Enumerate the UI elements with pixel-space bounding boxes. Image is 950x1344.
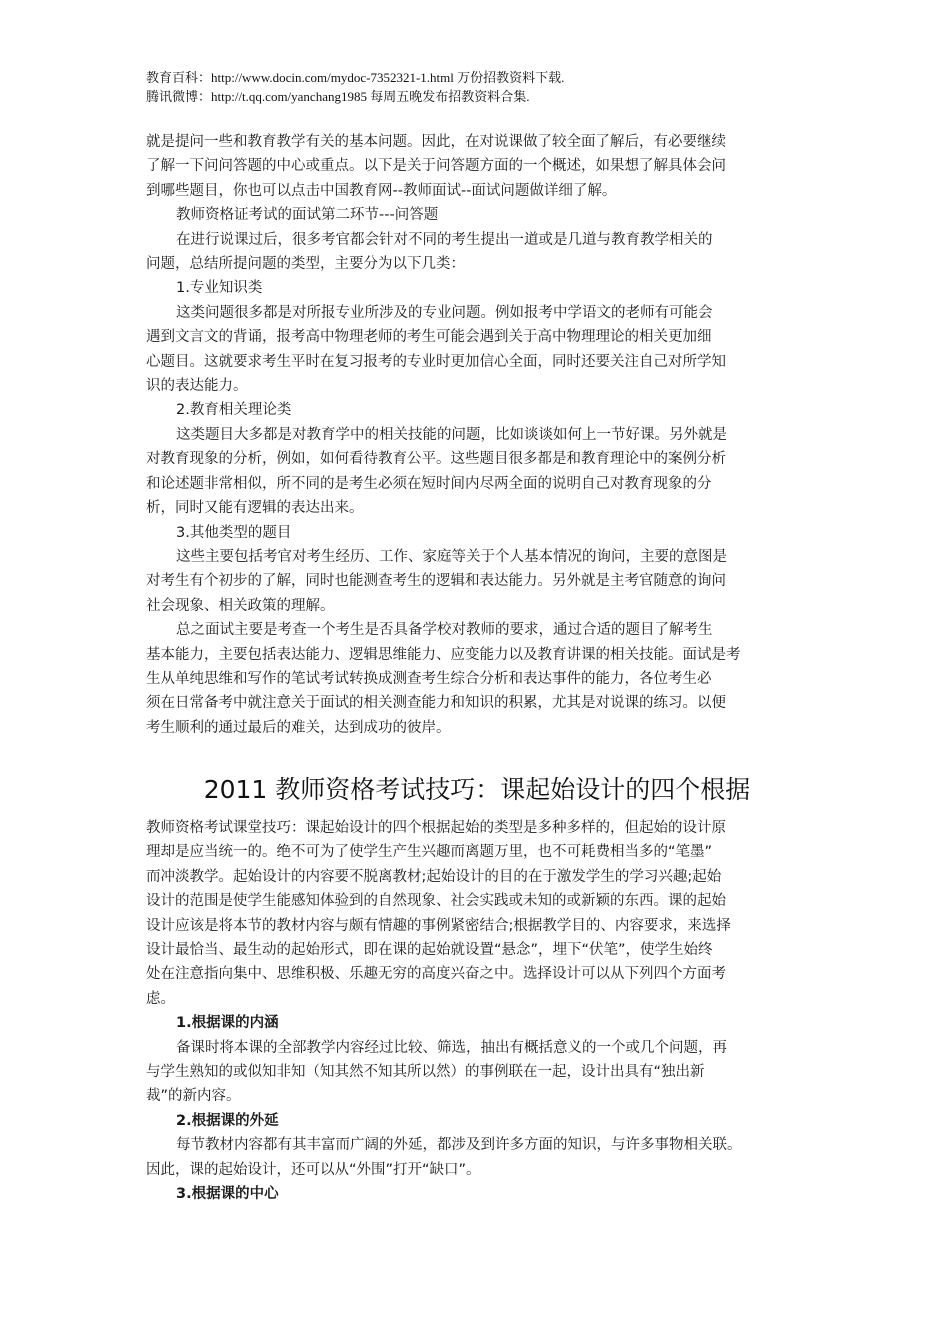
text-line: 对教育现象的分析，例如，如何看待教育公平。这些题目很多都是和教育理论中的案例分析 [146, 451, 726, 468]
paragraph [146, 816, 808, 1011]
text-line: 基本能力，主要包括表达能力、逻辑思维能力、应变能力以及教育讲课的相关技能。面试是考 [146, 646, 741, 663]
text-line: 这类题目大多都是对教育学中的相关技能的问题，比如谈谈如何上一节好课。另外就是 [176, 426, 727, 443]
text-line: 虑。 [146, 990, 175, 1007]
heading-other-types: 3.其他类型的题目 [176, 524, 292, 541]
heading-lesson-center: 3.根据课的中心 [176, 1186, 279, 1203]
text-line: 心题目。这就要求考生平时在复习报考的专业时更加信心全面，同时还要关注自己对所学知 [146, 353, 726, 370]
text-line: 设计的范围是使学生能感知体验到的自然现象、社会实践或未知的或新颖的东西。课的起始 [146, 893, 726, 910]
text-line: 了解一下问问答题的中心或重点。以下是关于问答题方面的一个概述，如果想了解具体会问 [146, 158, 726, 175]
header-line-weibo: 腾讯微博：http://t.qq.com/yanchang1985 每周五晚发布招教资料合集. [146, 89, 530, 104]
text-line: 问题，总结所提问题的类型，主要分为以下几类： [146, 256, 465, 273]
text-line: 须在日常备考中就注意关于面试的相关测查能力和知识的积累，尤其是对说课的练习。以便 [146, 695, 726, 712]
text-line: 而冲淡教学。起始设计的内容要不脱离教材;起始设计的目的在于激发学生的学习兴趣;起始 [146, 868, 722, 885]
text-line: 裁”的新内容。 [146, 1088, 241, 1105]
section-lesson-opening [146, 816, 808, 1207]
text-line: 处在注意指向集中、思维积极、乐趣无穷的高度兴奋之中。选择设计可以从下列四个方面考 [146, 966, 726, 983]
text-line: 社会现象、相关政策的理解。 [146, 597, 335, 614]
text-line: 备课时将本课的全部教学内容经过比较、筛选，抽出有概括意义的一个或几个问题，再 [176, 1039, 727, 1056]
header-line-docin: 教育百科：http://www.docin.com/mydoc-7352321-1.html 万份招教资料下载. [146, 70, 565, 85]
text-line: 这些主要包括考官对考生经历、工作、家庭等关于个人基本情况的询问，主要的意图是 [176, 548, 727, 565]
page-header [146, 68, 564, 106]
paragraph [146, 130, 808, 203]
text-line: 和论述题非常相似，所不同的是考生必须在短时间内尽两全面的说明自己对教育现象的分 [146, 475, 712, 492]
subtitle: 教师资格证考试的面试第二环节---问答题 [176, 207, 439, 224]
heading-education-theory: 2.教育相关理论类 [176, 402, 292, 419]
text-line: 总之面试主要是考查一个考生是否具备学校对教师的要求，通过合适的题目了解考生 [176, 622, 713, 639]
text-line: 到哪些题目，你也可以点击中国教育网--教师面试--面试问题做详细了解。 [146, 182, 617, 199]
text-line: 遇到文言文的背诵，报考高中物理老师的考生可能会遇到关于高中物理理论的相关更加细 [146, 329, 712, 346]
text-line: 教师资格考试课堂技巧：课起始设计的四个根据起始的类型是多种多样的，但起始的设计原 [146, 820, 726, 836]
text-line: 与学生熟知的或似知非知（知其然不知其所以然）的事例联在一起，设计出具有“独出新 [146, 1064, 705, 1081]
text-line: 对考生有个初步的了解，同时也能测查考生的逻辑和表达能力。另外就是主考官随意的询问 [146, 573, 726, 590]
text-line: 生从单纯思维和写作的笔试考试转换成测查考生综合分析和表达事件的能力，各位考生必 [146, 670, 712, 687]
text-line: 析，同时又能有逻辑的表达出来。 [146, 500, 364, 517]
paragraph [146, 423, 808, 521]
paragraph [146, 1133, 808, 1182]
text-line: 每节教材内容都有其丰富而广阔的外延，都涉及到许多方面的知识，与许多事物相关联。 [176, 1137, 742, 1154]
text-line: 识的表达能力。 [146, 378, 248, 395]
article-title: 2011 教师资格考试技巧：课起始设计的四个根据 [203, 775, 751, 804]
text-line: 这类问题很多都是对所报专业所涉及的专业问题。例如报考中学语文的老师有可能会 [176, 304, 713, 321]
text-line: 理却是应当统一的。绝不可为了使学生产生兴趣而离题万里，也不可耗费相当多的“笔墨” [146, 844, 713, 861]
heading-professional-knowledge: 1.专业知识类 [176, 280, 263, 297]
section-interview-qa [146, 130, 808, 740]
text-line: 就是提问一些和教育教学有关的基本问题。因此，在对说课做了较全面了解后，有必要继续 [146, 134, 726, 150]
paragraph [146, 301, 808, 399]
text-line: 考生顺利的通过最后的难关，达到成功的彼岸。 [146, 719, 451, 736]
text-line: 在进行说课过后，很多考官都会针对不同的考生提出一道或是几道与教育教学相关的 [176, 231, 713, 248]
text-line: 设计应该是将本节的教材内容与颇有情趣的事例紧密结合;根据教学目的、内容要求，来选择 [146, 917, 731, 934]
paragraph [146, 618, 808, 740]
text-line: 因此，课的起始设计，还可以从“外围”打开“缺口”。 [146, 1161, 481, 1178]
heading-lesson-extension: 2.根据课的外延 [176, 1112, 279, 1129]
heading-lesson-connotation: 1.根据课的内涵 [176, 1015, 279, 1032]
text-line: 设计最恰当、最生动的起始形式，即在课的起始就设置“悬念”，埋下“伏笔”，使学生始终 [146, 942, 713, 959]
paragraph [146, 228, 808, 277]
paragraph [146, 545, 808, 618]
paragraph [146, 1036, 808, 1109]
